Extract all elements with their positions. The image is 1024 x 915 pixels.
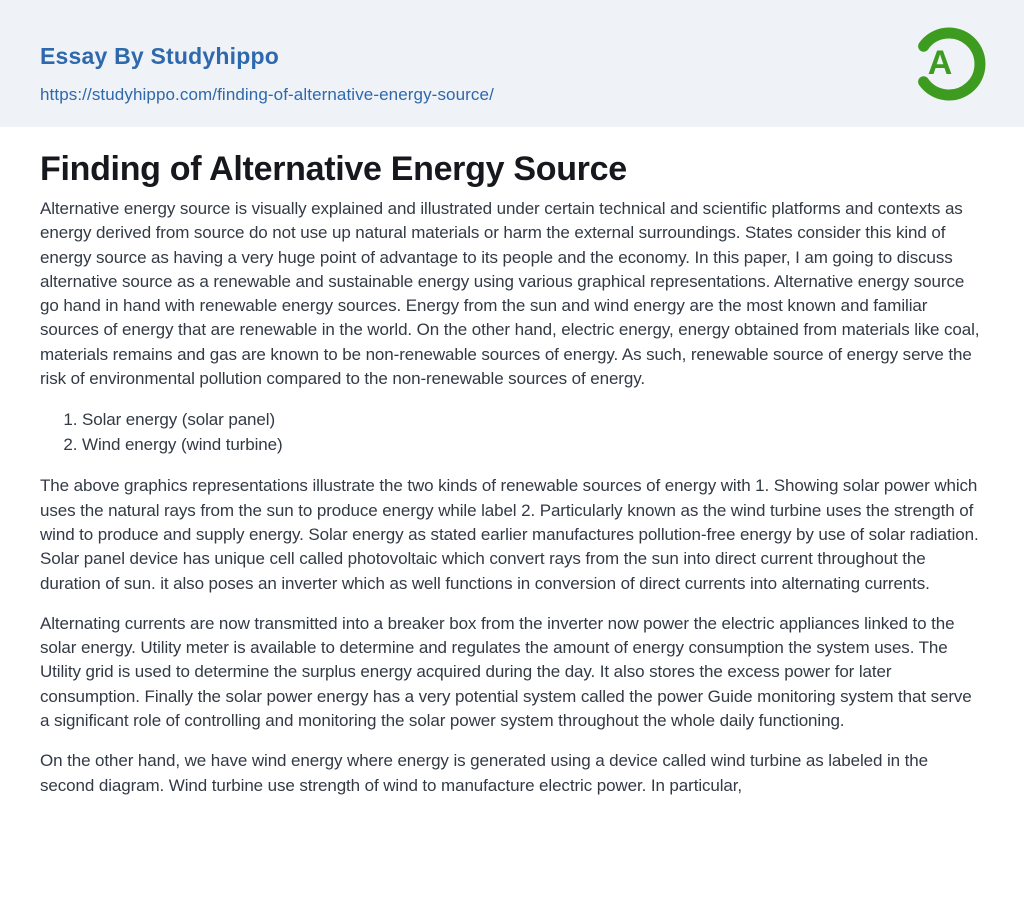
essay-paragraph-1: Alternative energy source is visually explained and illustrated under certain technical and scientific platforms and contexts as energy derived from source do not use up natural materials or harm the external surroundings. States consider this kind of energy source as having a very huge point of advantage to its people and the economy. In this paper, I am going to discuss alternative source as a renewable and sustainable energy using various graphical representations. Alternative energy source go hand in hand with renewable energy sources. Energy from the sun and wind energy are the most known and familiar sources of energy that are renewable in the world. On the other hand, electric energy, energy obtained from materials like coal, materials remains and gas are known to be non-renewable sources of energy. As such, renewable source of energy serve the risk of environmental pollution compared to the non-renewable sources of energy. <box>40 199 980 389</box>
logo-letter: A <box>927 44 953 82</box>
list-item-solar: 1. Solar energy (solar panel) <box>82 407 984 432</box>
energy-types-list <box>40 407 984 457</box>
list-item-wind: 2. Wind energy (wind turbine) <box>82 432 984 457</box>
essay-paragraph-4: On the other hand, we have wind energy where energy is generated using a device called wind turbine as labeled in the second diagram. Wind turbine use strength of wind to manufacture electric power. In particular, <box>40 751 928 795</box>
page-header <box>0 0 1024 127</box>
essay-paragraph-2: The above graphics representations illustrate the two kinds of renewable sources of energy with 1. Showing solar power which uses the natural rays from the sun to produce energy while label 2. Particularly known as the wind turbine uses the strength of wind to produce and supply energy. Solar energy as stated earlier manufactures pollution-free energy by use of solar radiation. Solar panel device has unique cell called photovoltaic which convert rays from the sun into direct current throughout the duration of sun. it also poses an inverter which as well functions in conversion of direct currents into alternating currents. <box>40 476 979 593</box>
essay-content <box>0 150 1024 798</box>
essay-title: Finding of Alternative Energy Source <box>40 150 627 188</box>
page-url-link[interactable]: https://studyhippo.com/finding-of-alternative-energy-source/ <box>40 85 494 104</box>
studyhippo-logo-icon <box>911 26 987 102</box>
site-label: Essay By Studyhippo <box>40 43 279 69</box>
essay-paragraph-3: Alternating currents are now transmitted into a breaker box from the inverter now power the electric appliances linked to the solar energy. Utility meter is available to determine and regulates the amount of energy consumption the system uses. The Utility grid is used to determine the surplus energy acquired during the day. It also stores the excess power for later consumption. Finally the solar power energy has a very potential system called the power Guide monitoring system that serve a significant role of controlling and monitoring the solar power system throughout the whole daily functioning. <box>40 613 972 731</box>
